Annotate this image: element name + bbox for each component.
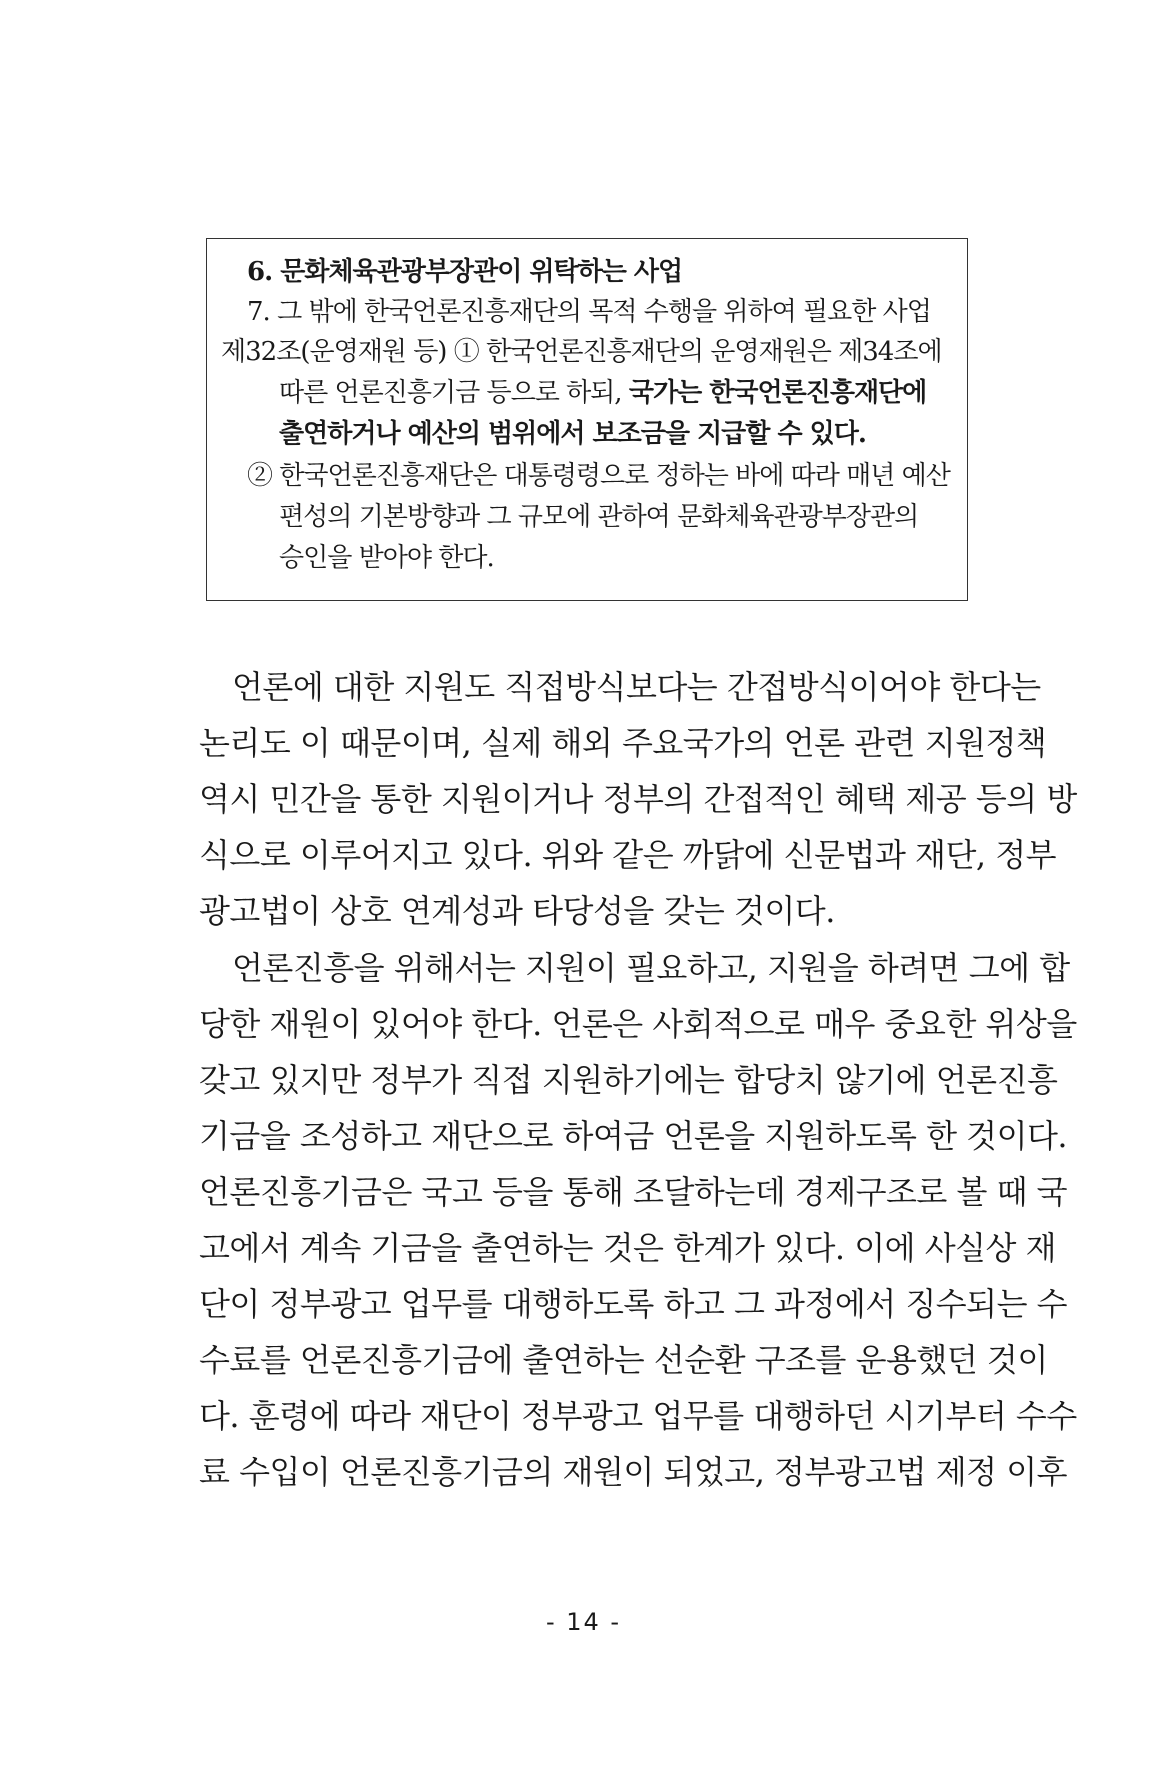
- body-line: 논리도 이 때문이며, 실제 해외 주요국가의 언론 관련 지원정책: [199, 724, 1047, 762]
- body-line: 언론진흥을 위해서는 지원이 필요하고, 지원을 하려면 그에 합: [232, 949, 1070, 987]
- page-number: - 14 -: [545, 1608, 622, 1636]
- body-line: 역시 민간을 통한 지원이거나 정부의 간접적인 혜택 제공 등의 방: [199, 780, 1077, 818]
- statute-excerpt-box: [206, 238, 968, 601]
- body-line: 광고법이 상호 연계성과 타당성을 갖는 것이다.: [199, 892, 835, 930]
- body-line: 수료를 언론진흥기금에 출연하는 선순환 구조를 운용했던 것이: [199, 1341, 1048, 1379]
- body-line: 언론에 대한 지원도 직접방식보다는 간접방식이어야 한다는: [232, 668, 1041, 706]
- article-32-para-2-line-1: ② 한국언론진흥재단은 대통령령으로 정하는 바에 따라 매년 예산: [247, 461, 950, 491]
- body-line: 갖고 있지만 정부가 직접 지원하기에는 합당치 않기에 언론진흥: [199, 1061, 1058, 1099]
- body-line: 당한 재원이 있어야 한다. 언론은 사회적으로 매우 중요한 위상을: [199, 1005, 1077, 1043]
- statute-item-6: 6. 문화체육관광부장관이 위탁하는 사업: [247, 257, 683, 287]
- body-line: 식으로 이루어지고 있다. 위와 같은 까닭에 신문법과 재단, 정부: [199, 836, 1057, 874]
- body-line: 고에서 계속 기금을 출연하는 것은 한계가 있다. 이에 사실상 재: [199, 1229, 1057, 1267]
- article-32-line-2-bold: 국가는 한국언론진흥재단에: [628, 378, 927, 408]
- article-32-line-2-normal: 따른 언론진흥기금 등으로 하되,: [279, 378, 629, 408]
- body-line: 다. 훈령에 따라 재단이 정부광고 업무를 대행하던 시기부터 수수: [199, 1397, 1077, 1435]
- article-32-para-2-line-2: 편성의 기본방향과 그 규모에 관하여 문화체육관광부장관의: [279, 502, 919, 532]
- body-line: 료 수입이 언론진흥기금의 재원이 되었고, 정부광고법 제정 이후: [199, 1453, 1068, 1491]
- body-line: 기금을 조성하고 재단으로 하여금 언론을 지원하도록 한 것이다.: [199, 1117, 1068, 1155]
- article-32-line-2: [279, 378, 926, 408]
- article-32-line-3: 출연하거나 예산의 범위에서 보조금을 지급할 수 있다.: [279, 419, 866, 449]
- article-32-para-2-line-3: 승인을 받아야 한다.: [279, 543, 494, 573]
- article-32-line-1: 제32조(운영재원 등) ① 한국언론진흥재단의 운영재원은 제34조에: [221, 337, 942, 367]
- body-line: 단이 정부광고 업무를 대행하도록 하고 그 과정에서 징수되는 수: [199, 1285, 1068, 1323]
- body-line: 언론진흥기금은 국고 등을 통해 조달하는데 경제구조로 볼 때 국: [199, 1173, 1068, 1211]
- statute-item-7: 7. 그 밖에 한국언론진흥재단의 목적 수행을 위하여 필요한 사업: [247, 297, 931, 327]
